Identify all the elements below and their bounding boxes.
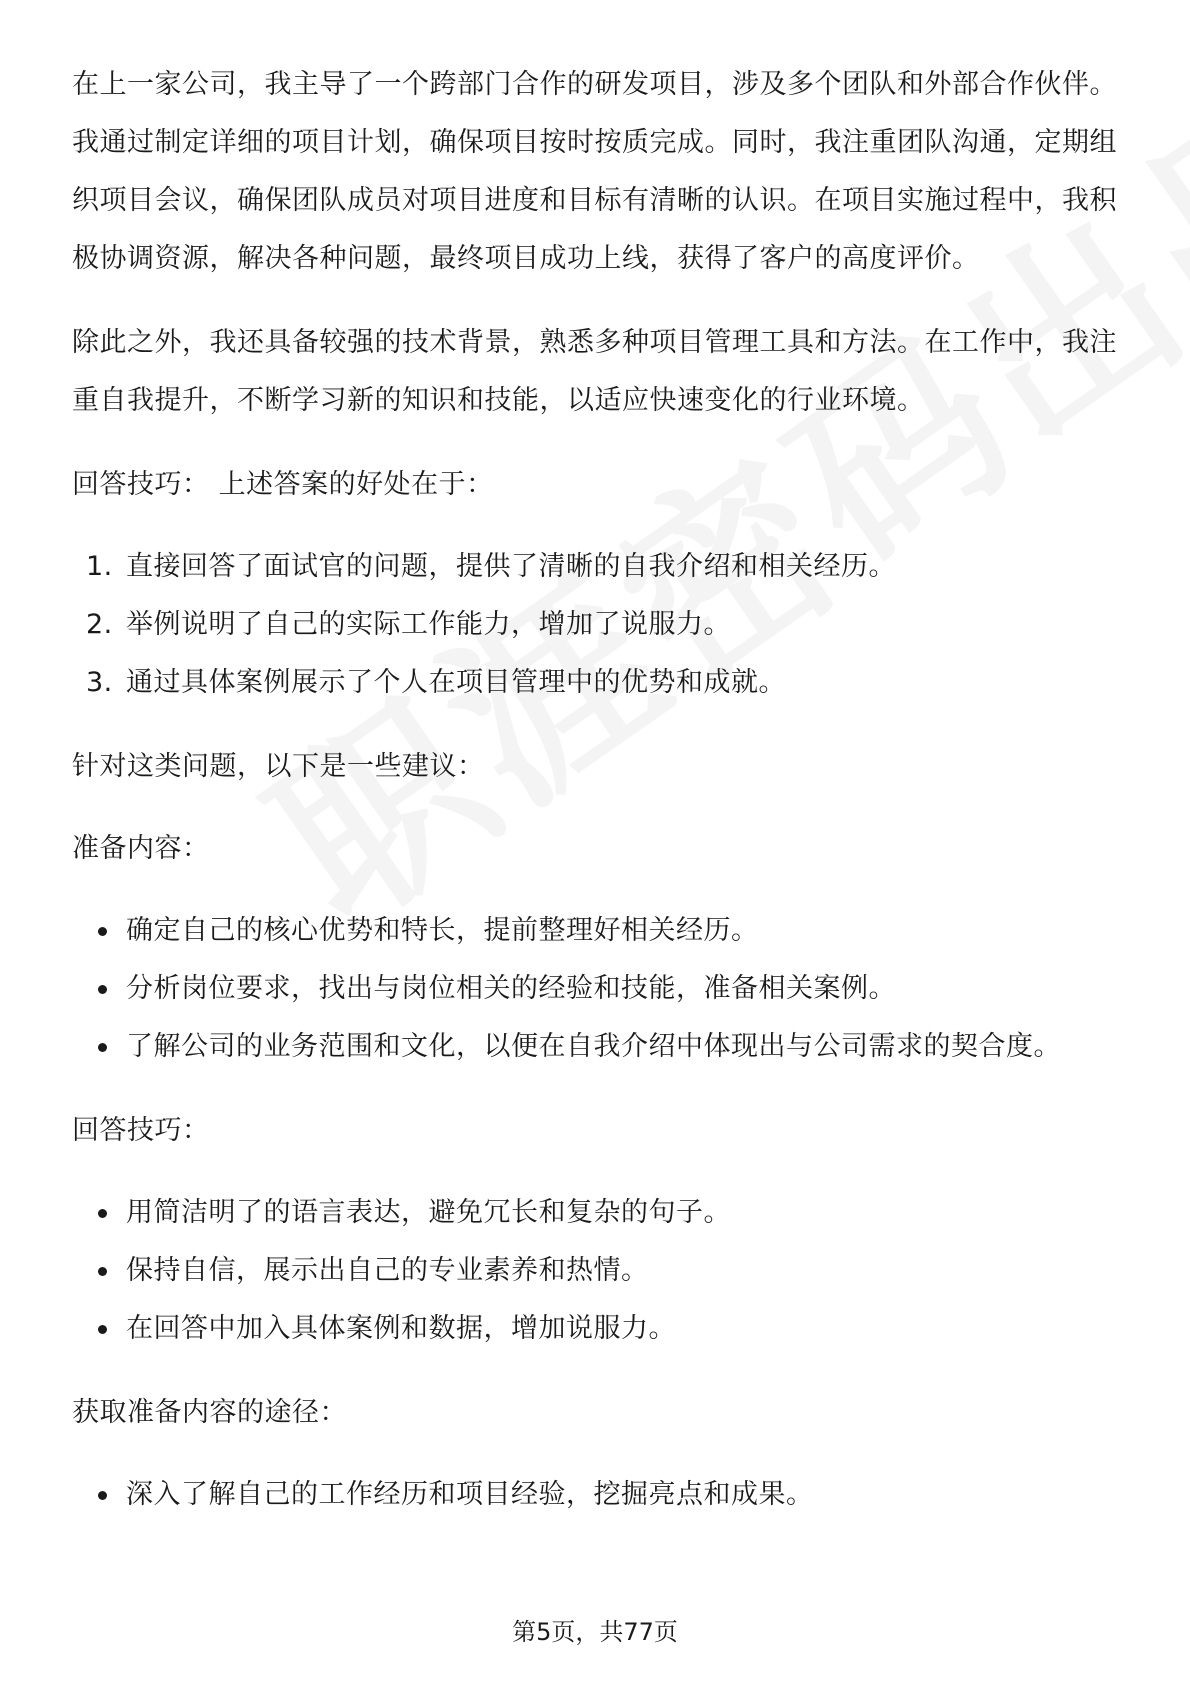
- tips-list: [72, 1184, 1122, 1358]
- list-item-text: 举例说明了自己的实际工作能力，增加了说服力。: [126, 609, 731, 640]
- list-item: [72, 1242, 1122, 1300]
- list-item: [72, 1300, 1122, 1358]
- bullet-icon: [98, 1209, 107, 1218]
- list-item: [72, 1018, 1122, 1076]
- bullet-icon: [98, 1267, 107, 1276]
- list-item-text: 保持自信，展示出自己的专业素养和热情。: [126, 1255, 649, 1286]
- document-body: [72, 56, 1122, 1550]
- list-item-text: 了解公司的业务范围和文化，以便在自我介绍中体现出与公司需求的契合度。: [126, 1031, 1061, 1062]
- paragraph-project-experience: 在上一家公司，我主导了一个跨部门合作的研发项目，涉及多个团队和外部合作伙伴。我通过制定详细的项目计划，确保项目按时按质完成。同时，我注重团队沟通，定期组织项目会议，确保团队成员对项目进度和目标有清晰的认识。在项目实施过程中，我积极协调资源，解决各种问题，最终项目成功上线，获得了客户的高度评价。: [72, 69, 1117, 274]
- list-item-text: 用简洁明了的语言表达，避免冗长和复杂的句子。: [126, 1197, 731, 1228]
- list-item: [72, 538, 1122, 596]
- list-item: [72, 960, 1122, 1018]
- suggestions-intro: 针对这类问题，以下是一些建议：: [72, 751, 485, 782]
- list-item-text: 在回答中加入具体案例和数据，增加说服力。: [126, 1313, 676, 1344]
- sources-heading: 获取准备内容的途径：: [72, 1397, 347, 1428]
- prep-heading: 准备内容：: [72, 833, 210, 864]
- bullet-icon: [98, 1325, 107, 1334]
- list-item-text: 直接回答了面试官的问题，提供了清晰的自我介绍和相关经历。: [126, 551, 896, 582]
- sources-list: [72, 1466, 1122, 1524]
- list-number: 3.: [86, 667, 113, 698]
- bullet-icon: [98, 1491, 107, 1500]
- answer-tips-intro: 回答技巧： 上述答案的好处在于：: [72, 469, 494, 500]
- list-number: 1.: [86, 551, 113, 582]
- list-item-text: 确定自己的核心优势和特长，提前整理好相关经历。: [126, 915, 759, 946]
- list-item-text: 深入了解自己的工作经历和项目经验，挖掘亮点和成果。: [126, 1479, 814, 1510]
- list-item: [72, 1466, 1122, 1524]
- bullet-icon: [98, 927, 107, 936]
- page-number-footer: 第5页，共77页: [512, 1618, 678, 1646]
- list-item-text: 分析岗位要求，找出与岗位相关的经验和技能，准备相关案例。: [126, 973, 896, 1004]
- list-item: [72, 654, 1122, 712]
- list-item: [72, 596, 1122, 654]
- bullet-icon: [98, 1043, 107, 1052]
- list-item-text: 通过具体案例展示了个人在项目管理中的优势和成就。: [126, 667, 786, 698]
- bullet-icon: [98, 985, 107, 994]
- list-item: [72, 1184, 1122, 1242]
- tips-heading: 回答技巧：: [72, 1115, 210, 1146]
- paragraph-technical-background: 除此之外，我还具备较强的技术背景，熟悉多种项目管理工具和方法。在工作中，我注重自我提升，不断学习新的知识和技能，以适应快速变化的行业环境。: [72, 327, 1117, 416]
- benefits-list: [72, 538, 1122, 712]
- list-item: [72, 902, 1122, 960]
- prep-list: [72, 902, 1122, 1076]
- list-number: 2.: [86, 609, 113, 640]
